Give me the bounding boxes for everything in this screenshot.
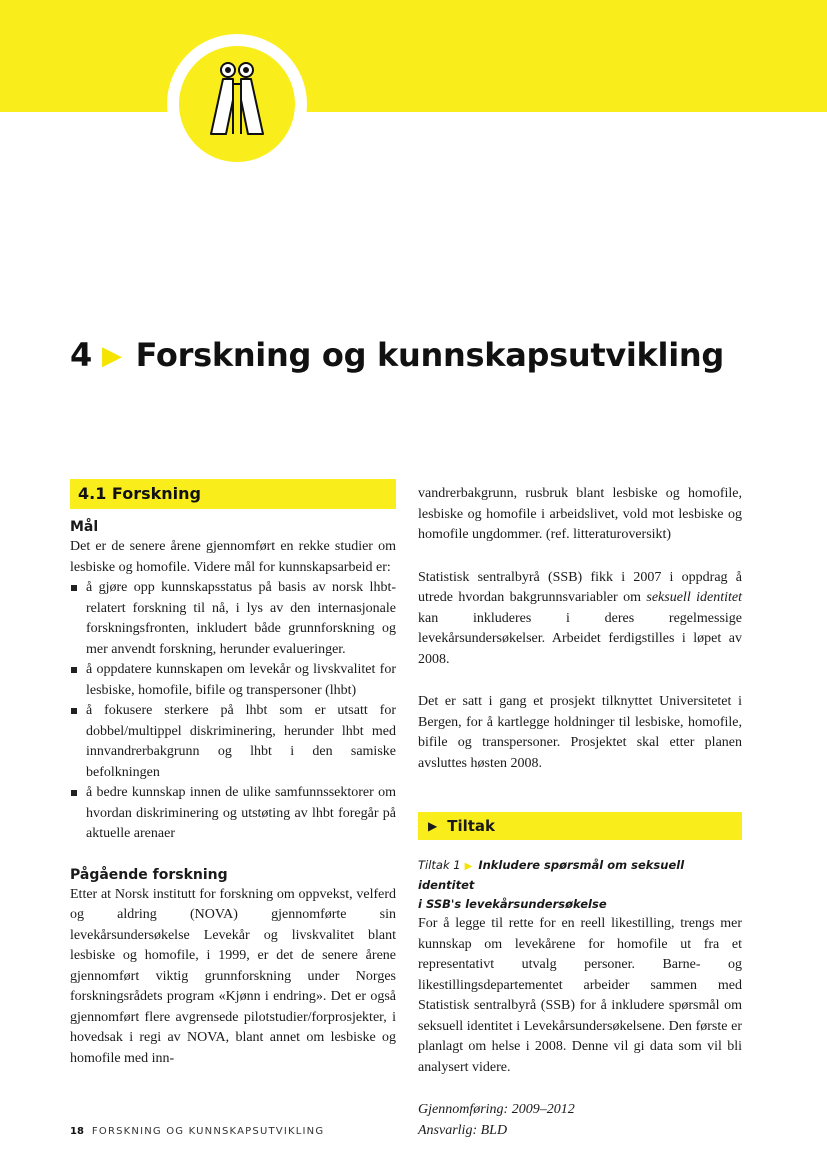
measure-title-line-1: Inkludere spørsmål om seksuell identitet (418, 858, 685, 892)
tiltak-heading-text: Tiltak (447, 816, 496, 835)
ssb-emphasis: seksuell identitet (646, 590, 742, 605)
measure-title-line-2: i SSB's levekårsundersøkelse (418, 897, 607, 911)
chapter-number: 4 (70, 336, 92, 374)
goals-heading: Mål (70, 519, 99, 535)
chapter-title (70, 336, 724, 374)
measure-paragraph: For å legge til rette for en reell likestilling, trengs mer kunnskap om levekårene for homofile ut fra et representativt utvalg personer. Barne- og likestillingsdepartementet arbeider sammen med Statistisk sentralbyrå (SSB) for å inkludere spørsmål om seksuell identitet i Levekårsundersøkelsene. Den første er planlagt om helse i 2008. Denne vil gi data som vil bli analysert videre. (418, 916, 742, 1075)
list-item: å gjøre opp kunnskapsstatus på basis av norsk lhbt-relatert forskning til nå, i lys av den internasjonale forskningsfronten, inkludert både grunnforskning og mer anvendt forskning, herunder evalueringer. (70, 578, 396, 660)
page-number: 18 (70, 1126, 84, 1137)
running-title: FORSKNING OG KUNNSKAPSUTVIKLING (91, 1126, 325, 1137)
tiltak-heading (418, 812, 742, 840)
page-footer (70, 1126, 324, 1137)
triangle-icon: ▶ (464, 861, 473, 872)
two-figures-icon (203, 60, 271, 138)
ongoing-heading: Pågående forskning (70, 866, 228, 883)
goals-list (70, 578, 396, 845)
goals-intro: Det er de senere årene gjennomført en rekke studier om lesbiske og homofile. Videre mål for kunnskapsarbeid er: (70, 539, 396, 575)
chapter-title-text: Forskning og kunnskapsutvikling (135, 336, 724, 374)
implementation-period: Gjennomføring: 2009–2012 (418, 1102, 575, 1117)
list-item: å fokusere sterkere på lhbt som er utsatt for dobbel/multippel diskriminering, herunder lhbt med innvandrerbakgrunn og lhbt i den samiske befolkningen (70, 701, 396, 783)
section-heading: 4.1 Forskning (70, 479, 396, 509)
ongoing-paragraph: Etter at Norsk institutt for forskning om oppvekst, velferd og aldring (NOVA) gjennomførte sin levekårsundersøkelse Levekår og livskvalitet blant lesbiske og homofile, i 1999, er det de senere årene gjennomført viktig grunnforskning under Norges forskningsrådets program «Kjønn i endring». Det er også gjennomført flere avgrensede pilotstudier/forprosjekter, i hovedsak i regi av NOVA, blant annet om lesbiske og homofile med inn- (70, 886, 396, 1066)
responsible-party: Ansvarlig: BLD (418, 1122, 508, 1138)
triangle-icon: ▶ (428, 818, 438, 833)
left-column (70, 479, 396, 1069)
ssb-paragraph: Statistisk sentralbyrå (SSB) fikk i 2007 i oppdrag å utrede hvordan bakgrunnsvariabler om seksuell identitet kan inkluderes i deres regelmessige levekårsundersøkelser. Arbeidet ferdigstilles i løpet av 2008. (418, 569, 742, 667)
right-column (418, 484, 742, 1141)
chapter-arrow-icon: ▶ (101, 341, 122, 371)
bergen-paragraph: Det er satt i gang et prosjekt tilknyttet Universitetet i Bergen, for å kartlegge holdninger til lesbiske, homofile, bifile og transpersoner. Prosjektet skal etter planen avsluttes høsten 2008. (418, 694, 742, 771)
continued-paragraph: vandrerbakgrunn, rusbruk blant lesbiske og homofile, lesbiske og homofile i arbeidslivet, vold mot lesbiske og homofile ungdommer. (ref. litteraturoversikt) (418, 486, 742, 542)
list-item: å oppdatere kunnskapen om levekår og livskvalitet for lesbiske, homofile, bifile og transpersoner (lhbt) (70, 660, 396, 701)
measure-heading (418, 856, 742, 914)
measure-label: Tiltak 1 (418, 858, 461, 872)
list-item: å bedre kunnskap innen de ulike samfunnssektorer om hvordan diskriminering og utstøting av lhbt foregår på aktuelle arenaer (70, 783, 396, 845)
header-band (0, 0, 827, 112)
